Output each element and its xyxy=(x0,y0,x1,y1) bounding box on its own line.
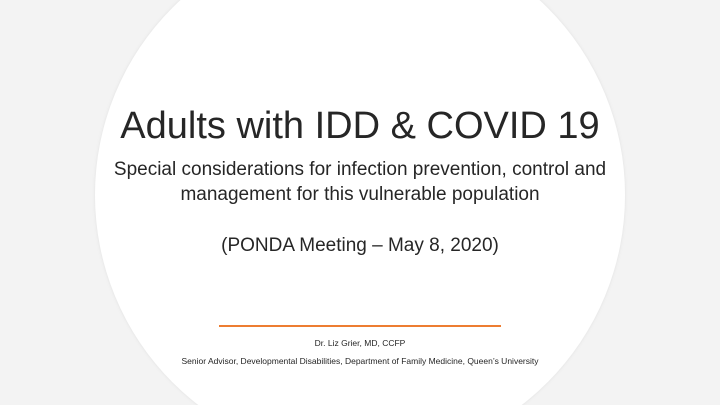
meeting-info: (PONDA Meeting – May 8, 2020) xyxy=(221,235,499,256)
slide-subtitle: Special considerations for infection prevention, control and management for this vulnerable population xyxy=(113,159,607,205)
author-affiliation: Senior Advisor, Developmental Disabilities, Department of Family Medicine, Queen’s University xyxy=(181,356,539,366)
accent-divider xyxy=(219,325,501,327)
author-name: Dr. Liz Grier, MD, CCFP xyxy=(314,338,406,348)
slide-title: Adults with IDD & COVID 19 xyxy=(120,105,600,147)
